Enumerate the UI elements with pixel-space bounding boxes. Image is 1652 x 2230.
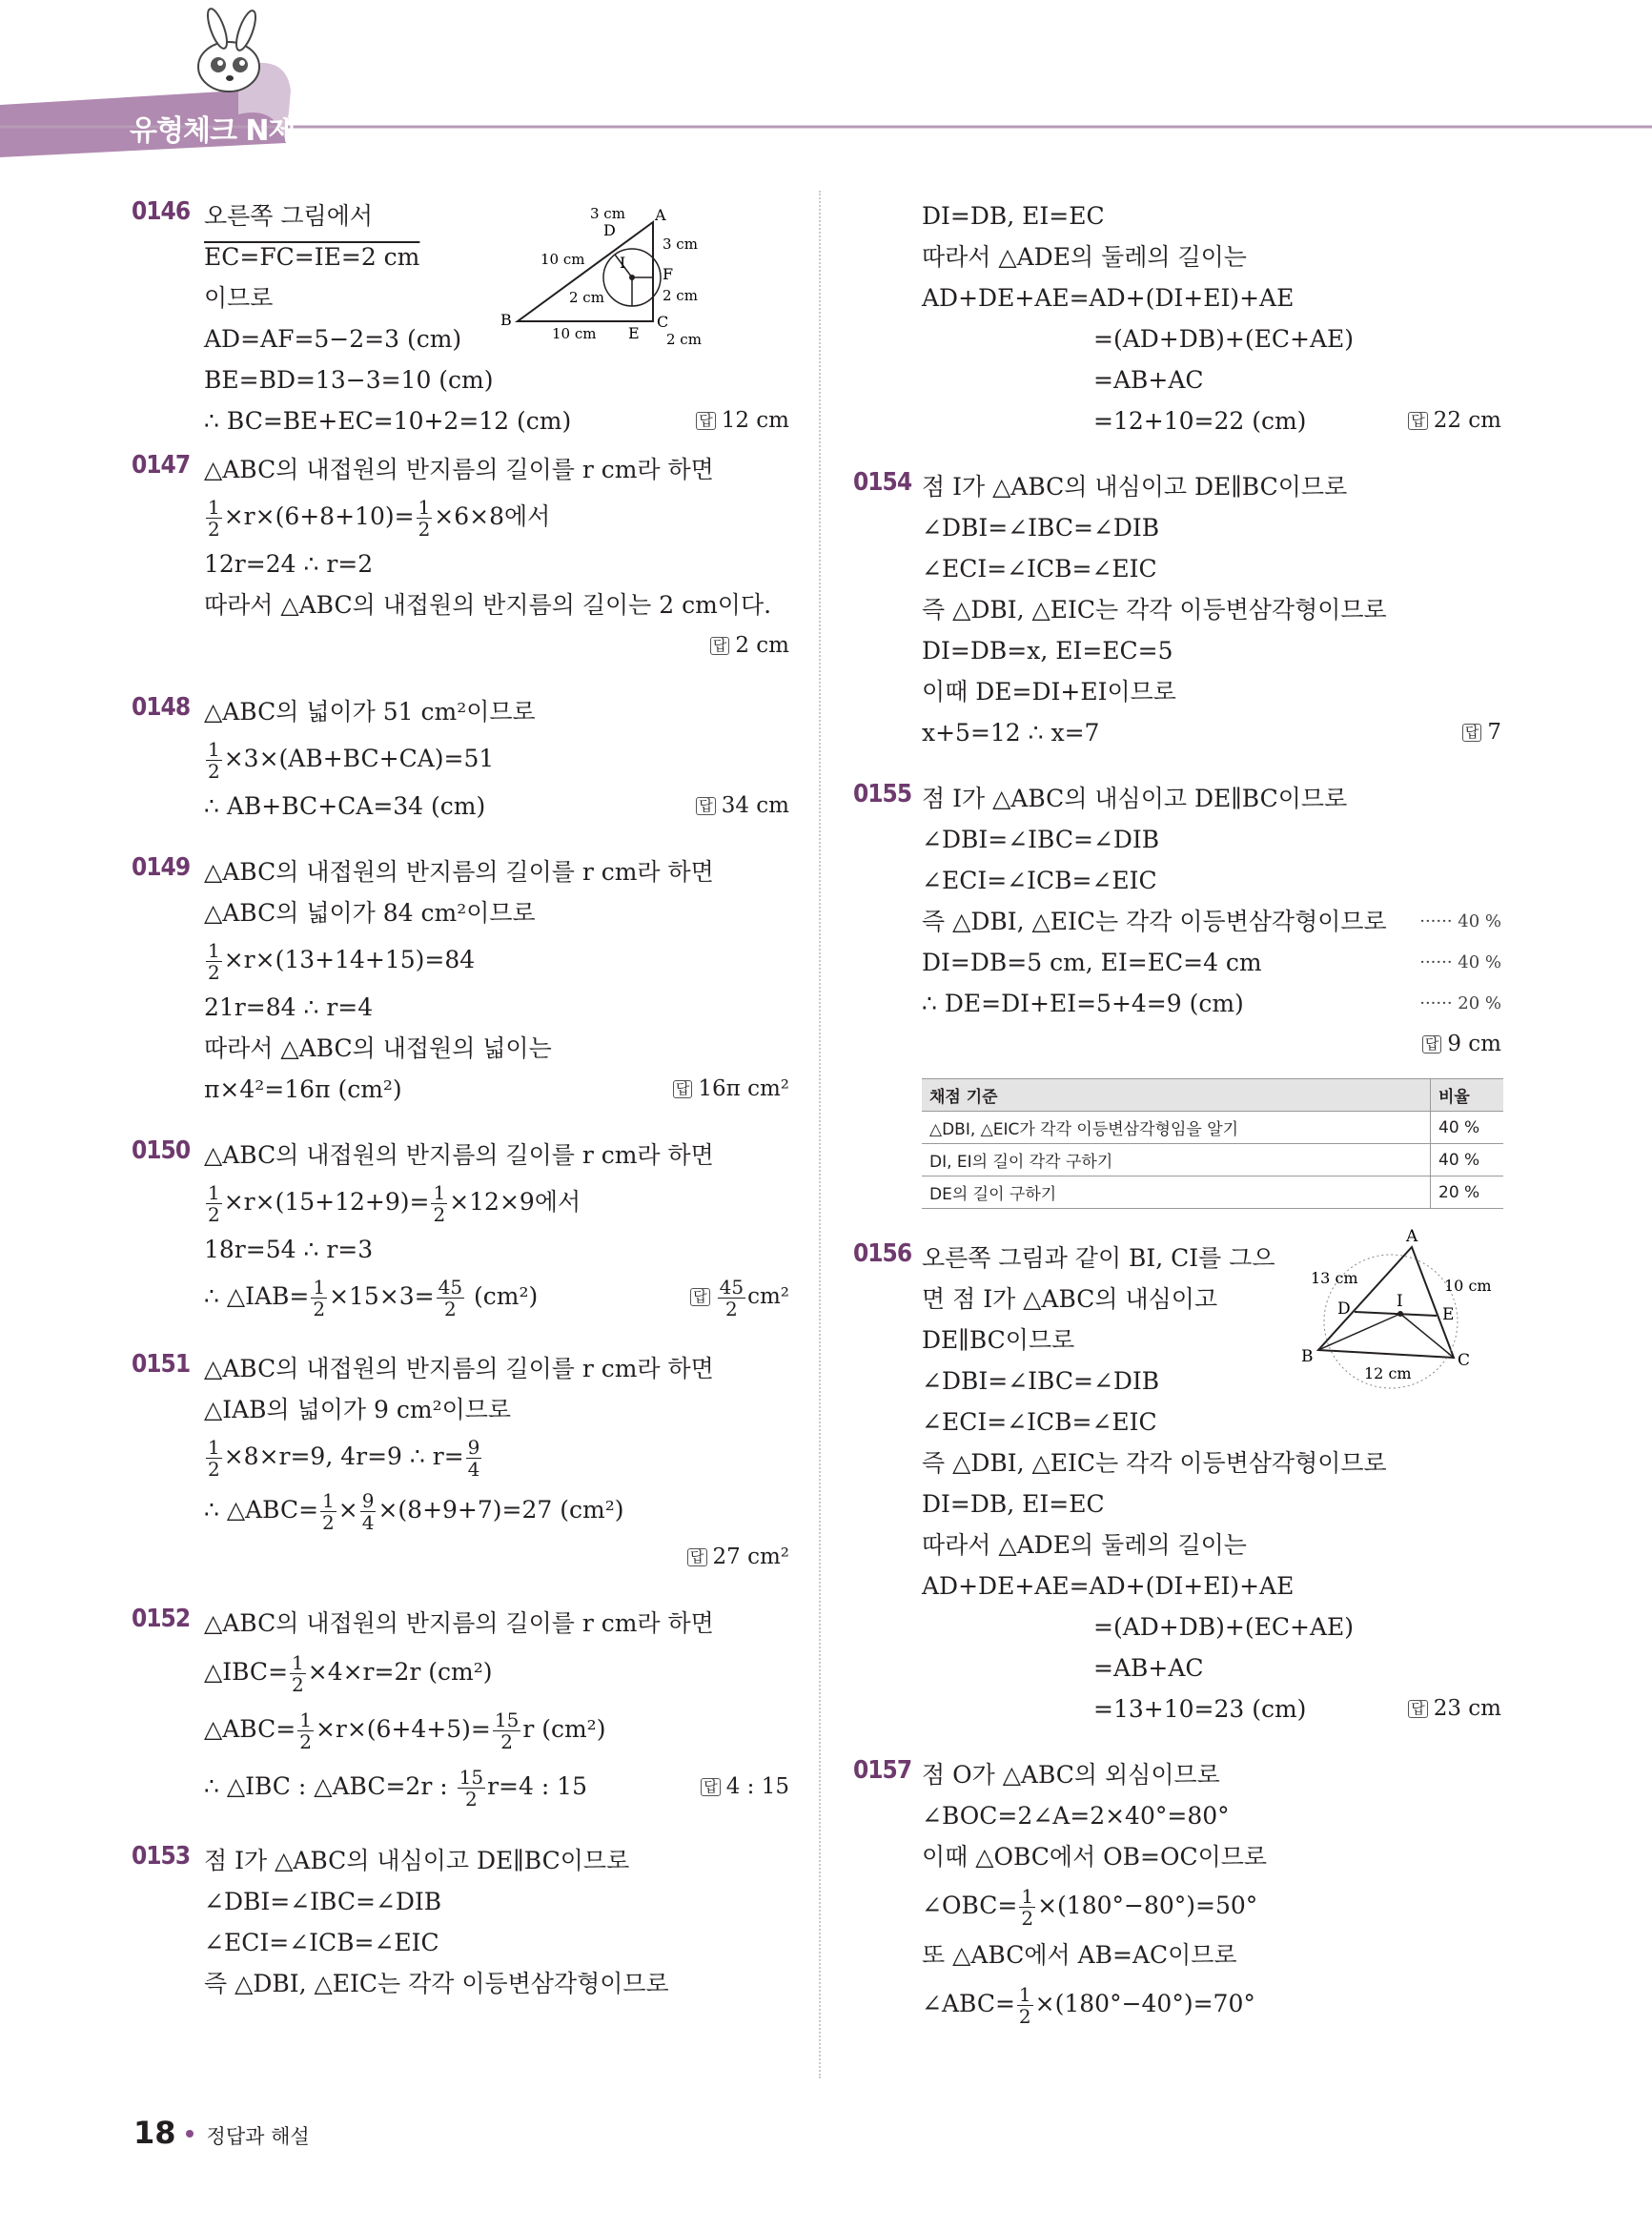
problem-0153 — [132, 1840, 789, 2004]
problem-0153-continued — [853, 195, 1501, 441]
text-line: 즉 △DBI, △EIC는 각각 이등변삼각형이므로 — [922, 1449, 1387, 1477]
problem-number: 0156 — [853, 1239, 912, 1268]
numerator: 15 — [494, 1708, 520, 1731]
text-line: △ABC의 내접원의 반지름의 길이를 r cm라 하면 — [204, 1355, 714, 1382]
text-line: 이때 △OBC에서 OB=OC이므로 — [922, 1843, 1268, 1871]
text-span: ×(180°−80°)=50° — [1037, 1892, 1258, 1919]
text-line — [204, 933, 789, 987]
fig-label: I — [620, 254, 626, 272]
answer-mark-icon: 답 — [701, 1778, 721, 1796]
fraction — [718, 1277, 745, 1320]
text-span: ×(180°−40°)=70° — [1034, 1990, 1255, 2017]
problem-0155 — [853, 778, 1501, 1209]
problem-0147 — [132, 449, 789, 666]
numerator: 1 — [418, 496, 431, 519]
numerator: 45 — [438, 1276, 463, 1299]
text-line: 이므로 — [204, 284, 274, 312]
table-header: 채점 기준 — [922, 1079, 1431, 1112]
text-line: 따라서 △ABC의 내접원의 넓이는 — [204, 1034, 552, 1062]
answer-mark-icon: 답 — [696, 412, 716, 430]
text-line: 즉 △DBI, △EIC는 각각 이등변삼각형이므로 — [922, 596, 1387, 624]
text-line: BE=BD=13−3=10 (cm) — [204, 366, 494, 394]
page-footer — [133, 2115, 310, 2151]
answer-value: 27 cm² — [712, 1545, 789, 1569]
text-line: 따라서 △ADE의 둘레의 길이는 — [922, 243, 1247, 271]
fig-label: F — [663, 265, 674, 283]
answer — [673, 1069, 789, 1110]
text-span: ∠OBC= — [922, 1892, 1018, 1919]
text-line: 이때 DE=DI+EI이므로 — [922, 678, 1176, 706]
answer-value: 4 : 15 — [725, 1774, 789, 1799]
table-cell: DE의 길이 구하기 — [922, 1176, 1431, 1209]
text-line: △ABC의 넓이가 51 cm²이므로 — [204, 698, 536, 726]
fraction — [493, 1709, 520, 1752]
answer-mark-icon: 답 — [673, 1080, 693, 1098]
text-span: ×4×r=2r (cm²) — [307, 1658, 493, 1686]
fig-label: 3 cm — [663, 235, 698, 253]
text-span: △IBC= — [204, 1658, 289, 1686]
text-line — [922, 1688, 1501, 1729]
text-span: ∠ABC= — [922, 1990, 1015, 2017]
text-line: ∠ECI=∠ICB=∠EIC — [922, 555, 1157, 583]
numerator: 1 — [208, 496, 220, 519]
fig-label: 3 cm — [590, 205, 625, 222]
problem-0148 — [132, 691, 789, 827]
numerator: 1 — [1021, 1885, 1034, 1908]
fig-label: C — [1458, 1351, 1471, 1370]
numerator: 1 — [292, 1651, 304, 1674]
text-span: ×6×8에서 — [434, 502, 551, 530]
column-divider — [819, 191, 821, 2078]
denominator: 2 — [464, 1788, 478, 1811]
denominator: 4 — [361, 1511, 375, 1534]
text-span: ∴ DE=DI+EI=5+4=9 (cm) — [922, 990, 1244, 1017]
denominator: 2 — [313, 1298, 326, 1320]
answer — [1462, 712, 1501, 753]
text-span: ×3×(AB+BC+CA)=51 — [223, 745, 495, 772]
fig-label: 10 cm — [1444, 1277, 1492, 1295]
text-line — [204, 786, 789, 827]
answer — [1408, 400, 1501, 441]
text-line — [204, 1270, 789, 1323]
denominator: 2 — [292, 1673, 304, 1696]
fraction — [206, 497, 222, 540]
text-line — [204, 1069, 789, 1110]
denominator: 2 — [500, 1730, 513, 1753]
text-line — [922, 983, 1501, 1024]
problem-0152 — [132, 1603, 789, 1815]
answer-mark-icon: 답 — [1408, 1700, 1428, 1718]
text-span: ×8×r=9, 4r=9 ∴ r= — [223, 1442, 464, 1470]
answer — [687, 1537, 789, 1578]
text-line — [922, 1024, 1501, 1065]
text-line — [204, 1483, 789, 1537]
fig-label: B — [500, 311, 512, 329]
page-number: 18 — [133, 2115, 176, 2151]
numerator: 15 — [459, 1766, 484, 1789]
text-line: DE∥BC이므로 — [922, 1326, 1075, 1354]
text-line: ∠DBI=∠IBC=∠DIB — [922, 826, 1160, 853]
answer-value: 23 cm — [1433, 1696, 1501, 1721]
score-note: ······ 20 % — [1419, 993, 1501, 1013]
text-line: =AB+AC — [1093, 366, 1204, 394]
text-line: 면 점 I가 △ABC의 내심이고 — [922, 1285, 1218, 1313]
text-line: 21r=84 ∴ r=4 — [204, 993, 374, 1021]
text-line — [204, 625, 789, 666]
answer-mark-icon: 답 — [690, 1288, 710, 1306]
denominator: 2 — [1021, 1907, 1034, 1930]
fraction — [311, 1277, 327, 1320]
grading-table — [922, 1078, 1503, 1209]
text-line: AD+DE+AE=AD+(DI+EI)+AE — [922, 1572, 1295, 1600]
text-span: =13+10=23 (cm) — [1093, 1695, 1307, 1723]
text-line: AD=AF=5−2=3 (cm) — [204, 325, 462, 353]
text-line — [204, 400, 789, 441]
denominator: 2 — [418, 518, 431, 541]
problem-0150 — [132, 1135, 789, 1323]
left-column — [132, 195, 789, 2029]
answer-value: 7 — [1487, 720, 1501, 745]
text-line: 또 △ABC에서 AB=AC이므로 — [922, 1941, 1237, 1969]
text-span: × — [337, 1496, 358, 1524]
table-row — [922, 1176, 1503, 1209]
text-span: ∴ △ABC= — [204, 1496, 319, 1524]
problem-number: 0154 — [853, 468, 912, 497]
answer — [701, 1758, 789, 1815]
fraction — [360, 1490, 377, 1533]
answer-mark-icon: 답 — [710, 637, 730, 655]
numerator: 1 — [208, 738, 220, 761]
text-line — [204, 1701, 789, 1758]
text-line: =(AD+DB)+(EC+AE) — [1093, 1613, 1354, 1641]
text-span: ×(8+9+7)=27 (cm²) — [377, 1496, 624, 1524]
fig-label: 2 cm — [663, 287, 698, 304]
text-line — [922, 712, 1501, 753]
text-line: ∠ECI=∠ICB=∠EIC — [922, 867, 1157, 894]
denominator: 2 — [208, 1458, 220, 1481]
text-line: 12r=24 ∴ r=2 — [204, 550, 374, 578]
denominator: 2 — [208, 518, 220, 541]
problem-number: 0150 — [132, 1136, 191, 1165]
fraction — [417, 497, 433, 540]
text-line — [922, 942, 1501, 983]
table-cell: 40 % — [1431, 1144, 1504, 1176]
text-line: 점 I가 △ABC의 내심이고 DE∥BC이므로 — [204, 1847, 630, 1874]
fraction — [1019, 1886, 1035, 1929]
text-line — [204, 1644, 789, 1701]
fig-label: E — [1442, 1305, 1455, 1324]
footer-label: 정답과 해설 — [206, 2125, 310, 2148]
text-line: AD+DE+AE=AD+(DI+EI)+AE — [922, 284, 1295, 312]
answer-value: 2 cm — [735, 633, 789, 658]
problem-0146 — [132, 195, 789, 435]
fig-label: D — [1337, 1299, 1351, 1319]
text-line: 오른쪽 그림에서 — [204, 202, 373, 230]
text-span: ∴ △IAB= — [204, 1282, 310, 1310]
text-line: DI=DB, EI=EC — [922, 1490, 1105, 1518]
numerator: 45 — [719, 1275, 744, 1299]
triangle-figure-0156 — [1273, 1226, 1501, 1398]
fig-label: D — [603, 221, 616, 239]
answer-value: 16π cm² — [698, 1076, 789, 1101]
text-line: 점 O가 △ABC의 외심이므로 — [922, 1761, 1220, 1789]
answer — [696, 400, 789, 441]
fig-label: E — [628, 324, 640, 342]
denominator: 2 — [433, 1203, 446, 1226]
text-span: ×12×9에서 — [449, 1188, 581, 1216]
text-span: ×15×3= — [329, 1282, 435, 1310]
table-cell: DI, EI의 길이 각각 구하기 — [922, 1144, 1431, 1176]
problem-number: 0153 — [132, 1842, 191, 1871]
problem-number: 0157 — [853, 1756, 912, 1785]
text-span: 즉 △DBI, △EIC는 각각 이등변삼각형이므로 — [922, 908, 1387, 935]
text-line — [204, 1537, 789, 1578]
text-line — [922, 901, 1501, 942]
fraction — [320, 1490, 337, 1533]
text-span: (cm²) — [466, 1282, 539, 1310]
table-header: 비율 — [1431, 1079, 1504, 1112]
text-line: 점 I가 △ABC의 내심이고 DE∥BC이므로 — [922, 473, 1348, 501]
text-line: ∠DBI=∠IBC=∠DIB — [922, 1367, 1160, 1395]
fig-label: A — [1406, 1227, 1418, 1246]
text-line: ∠ECI=∠ICB=∠EIC — [204, 1929, 439, 1956]
problem-number: 0148 — [132, 693, 191, 722]
text-span: r (cm²) — [522, 1715, 606, 1743]
numerator: 1 — [1018, 1983, 1031, 2006]
numerator: 1 — [322, 1489, 335, 1512]
answer — [696, 786, 789, 827]
denominator: 2 — [208, 760, 220, 783]
answer-mark-icon: 답 — [1422, 1035, 1442, 1054]
right-column — [853, 195, 1501, 2057]
table-cell: 20 % — [1431, 1176, 1504, 1209]
numerator: 1 — [208, 1436, 220, 1459]
section-title: 유형체크 N제 — [130, 114, 296, 148]
text-line: =AB+AC — [1093, 1654, 1204, 1682]
text-span: =12+10=22 (cm) — [1093, 407, 1307, 435]
problem-0151 — [132, 1348, 789, 1578]
fraction — [206, 940, 222, 983]
denominator: 2 — [322, 1511, 335, 1534]
text-span: ×r×(6+4+5)= — [315, 1715, 491, 1743]
answer-mark-icon: 답 — [1462, 724, 1482, 742]
text-line: =(AD+DB)+(EC+AE) — [1093, 325, 1354, 353]
text-line: EC=FC=IE=2 cm — [204, 243, 420, 271]
numerator: 1 — [313, 1276, 326, 1299]
text-line — [204, 1176, 789, 1229]
text-line: 따라서 △ABC의 내접원의 반지름의 길이는 2 cm이다. — [204, 591, 772, 619]
fraction — [206, 1182, 222, 1225]
numerator: 1 — [299, 1708, 312, 1731]
bullet-icon — [186, 2130, 194, 2138]
answer — [710, 625, 789, 666]
text-line — [204, 732, 789, 786]
score-note: ······ 40 % — [1419, 952, 1501, 972]
text-span: ×r×(15+12+9)= — [223, 1188, 430, 1216]
table-row — [922, 1144, 1503, 1176]
text-span: x+5=12 ∴ x=7 — [922, 719, 1100, 747]
problem-0156 — [853, 1227, 1501, 1729]
problem-0149 — [132, 851, 789, 1110]
text-span: ∴ BC=BE+EC=10+2=12 (cm) — [204, 407, 572, 435]
text-line: DI=DB=x, EI=EC=5 — [922, 637, 1173, 665]
answer-value: 34 cm — [721, 793, 789, 818]
page-header — [0, 0, 1652, 172]
table-cell: 40 % — [1431, 1112, 1504, 1144]
answer — [1422, 1024, 1501, 1065]
fig-label: I — [1397, 1292, 1403, 1311]
text-line: 즉 △DBI, △EIC는 각각 이등변삼각형이므로 — [204, 1970, 669, 1997]
score-note: ······ 40 % — [1419, 911, 1501, 931]
problem-number: 0147 — [132, 451, 191, 480]
denominator: 2 — [299, 1730, 312, 1753]
fig-label: B — [1301, 1347, 1314, 1366]
text-span: ×r×(13+14+15)=84 — [223, 946, 476, 973]
fraction — [431, 1182, 447, 1225]
text-span: r=4 : 15 — [487, 1772, 587, 1800]
rabbit-mascot-icon — [198, 7, 259, 92]
text-line: ∠BOC=2∠A=2×40°=80° — [922, 1802, 1230, 1830]
denominator: 2 — [208, 961, 220, 984]
text-line: 따라서 △ADE의 둘레의 길이는 — [922, 1531, 1247, 1559]
problem-number: 0149 — [132, 853, 191, 882]
fraction — [290, 1652, 306, 1695]
fraction — [437, 1277, 464, 1320]
text-line: 오른쪽 그림과 같이 BI, CI를 그으 — [922, 1244, 1275, 1272]
text-line — [204, 1430, 789, 1483]
problem-0154 — [853, 466, 1501, 753]
text-line: △IAB의 넓이가 9 cm²이므로 — [204, 1396, 512, 1423]
text-line: ∠ECI=∠ICB=∠EIC — [922, 1408, 1157, 1436]
text-line: ∠DBI=∠IBC=∠DIB — [922, 514, 1160, 542]
answer-mark-icon: 답 — [687, 1548, 707, 1566]
denominator: 2 — [208, 1203, 220, 1226]
fraction — [466, 1437, 482, 1480]
answer — [690, 1270, 789, 1323]
denominator: 4 — [467, 1458, 480, 1481]
fig-label: C — [657, 313, 669, 331]
fig-label: 2 cm — [569, 289, 604, 306]
problem-number: 0155 — [853, 780, 912, 808]
fig-label: 10 cm — [540, 251, 585, 268]
denominator: 2 — [1018, 2005, 1031, 2028]
problem-number: 0152 — [132, 1605, 191, 1633]
text-span: ∴ △IBC : △ABC=2r : — [204, 1772, 456, 1800]
table-row — [922, 1112, 1503, 1144]
text-line: 18r=54 ∴ r=3 — [204, 1236, 374, 1263]
fraction — [206, 1437, 222, 1480]
fraction — [297, 1709, 314, 1752]
problem-0157 — [853, 1754, 1501, 2033]
answer-mark-icon: 답 — [696, 797, 716, 815]
text-line — [204, 1758, 789, 1815]
fraction — [206, 739, 222, 782]
table-cell: △DBI, △EIC가 각각 이등변삼각형임을 알기 — [922, 1112, 1431, 1144]
fig-label: 10 cm — [552, 325, 597, 342]
text-line: △ABC의 내접원의 반지름의 길이를 r cm라 하면 — [204, 858, 714, 886]
fraction — [458, 1767, 485, 1810]
answer-mark-icon: 답 — [1408, 412, 1428, 430]
fraction — [1017, 1984, 1033, 2027]
text-span: ∴ AB+BC+CA=34 (cm) — [204, 792, 486, 820]
answer — [1408, 1688, 1501, 1729]
numerator: 1 — [433, 1181, 446, 1204]
text-line: △ABC의 넓이가 84 cm²이므로 — [204, 899, 536, 927]
text-span: DI=DB=5 cm, EI=EC=4 cm — [922, 949, 1262, 976]
text-line: △ABC의 내접원의 반지름의 길이를 r cm라 하면 — [204, 456, 714, 483]
answer-value: 12 cm — [721, 408, 789, 433]
text-line: △ABC의 내접원의 반지름의 길이를 r cm라 하면 — [204, 1609, 714, 1637]
numerator: 9 — [361, 1489, 375, 1512]
answer-unit: cm² — [747, 1284, 789, 1309]
text-line — [922, 1877, 1501, 1934]
text-line — [204, 490, 789, 543]
answer-value: 9 cm — [1447, 1032, 1501, 1056]
text-span: △ABC= — [204, 1715, 296, 1743]
text-line: 점 I가 △ABC의 내심이고 DE∥BC이므로 — [922, 785, 1348, 812]
denominator: 2 — [724, 1297, 738, 1320]
triangle-figure-0146 — [499, 205, 789, 348]
text-span: ×r×(6+8+10)= — [223, 502, 415, 530]
text-line — [922, 1975, 1501, 2033]
fig-label: A — [655, 206, 666, 224]
text-line: ∠DBI=∠IBC=∠DIB — [204, 1888, 442, 1915]
numerator: 9 — [467, 1436, 480, 1459]
text-line: DI=DB, EI=EC — [922, 202, 1105, 230]
text-line: △ABC의 내접원의 반지름의 길이를 r cm라 하면 — [204, 1141, 714, 1169]
fig-label: 2 cm — [666, 331, 702, 348]
problem-number: 0151 — [132, 1350, 191, 1379]
fig-label: 13 cm — [1311, 1269, 1358, 1287]
numerator: 1 — [208, 939, 220, 962]
text-line — [922, 400, 1501, 441]
denominator: 2 — [443, 1298, 457, 1320]
problem-number: 0146 — [132, 197, 191, 226]
answer-value: 22 cm — [1433, 408, 1501, 433]
fig-label: 12 cm — [1364, 1364, 1412, 1382]
numerator: 1 — [208, 1181, 220, 1204]
text-span: π×4²=16π (cm²) — [204, 1075, 402, 1103]
